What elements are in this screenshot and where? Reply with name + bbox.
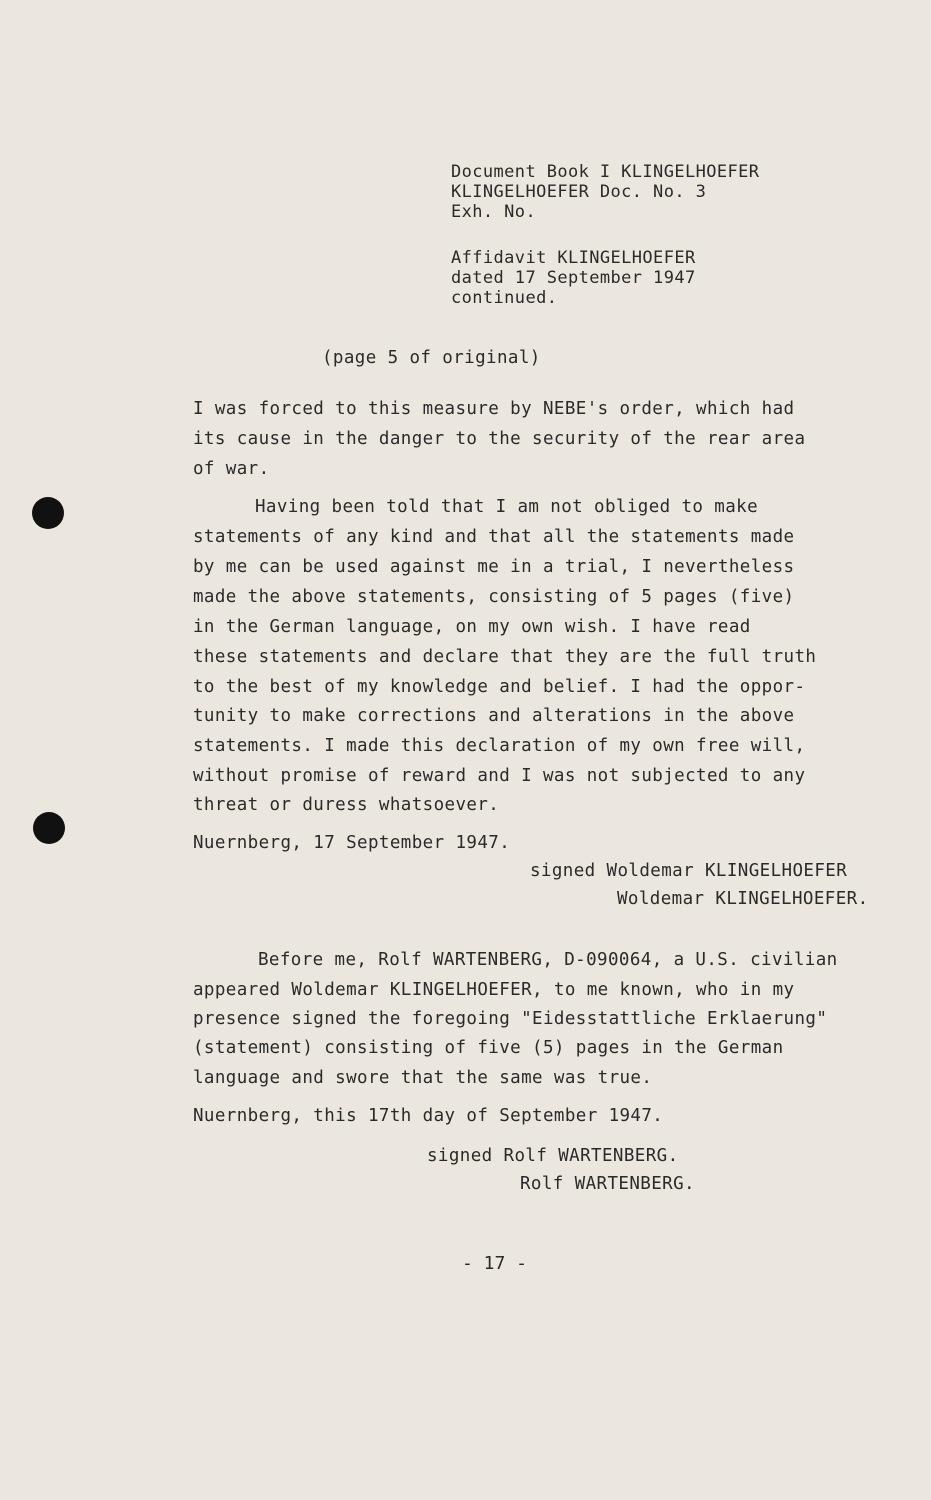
- place-date: Nuernberg, this 17th day of September 1947.: [193, 1106, 664, 1126]
- signed-line: signed Woldemar KLINGELHOEFER: [530, 861, 848, 881]
- paragraph-line: Before me, Rolf WARTENBERG, D-090064, a U.S. civilian: [258, 950, 838, 970]
- signer-name: Woldemar KLINGELHOEFER.: [617, 889, 869, 909]
- doc-number-line: KLINGELHOEFER Doc. No. 3: [451, 182, 707, 202]
- paragraph-line: made the above statements, consisting of 5 pages (five): [193, 587, 795, 607]
- paragraph-line: to the best of my knowledge and belief. I had the oppor-: [193, 677, 806, 697]
- paragraph-line: by me can be used against me in a trial, I nevertheless: [193, 557, 795, 577]
- paragraph-line: Having been told that I am not obliged to make: [255, 497, 759, 517]
- punch-hole: [33, 812, 65, 844]
- signer-name: Rolf WARTENBERG.: [520, 1174, 695, 1194]
- page-note: (page 5 of original): [322, 348, 541, 368]
- affidavit-line: Affidavit KLINGELHOEFER: [451, 248, 696, 268]
- continued-line: continued.: [451, 288, 558, 308]
- paragraph-line: presence signed the foregoing "Eidesstattliche Erklaerung": [193, 1009, 828, 1029]
- paragraph-line: in the German language, on my own wish. I have read: [193, 617, 751, 637]
- signed-line: signed Rolf WARTENBERG.: [427, 1146, 679, 1166]
- place-date: Nuernberg, 17 September 1947.: [193, 833, 511, 853]
- paragraph-line: without promise of reward and I was not subjected to any: [193, 766, 806, 786]
- page-number: - 17 -: [462, 1253, 528, 1274]
- paragraph-line: (statement) consisting of five (5) pages in the German: [193, 1038, 784, 1058]
- dated-line: dated 17 September 1947: [451, 268, 696, 288]
- paragraph-line: these statements and declare that they are the full truth: [193, 647, 817, 667]
- doc-book-line: Document Book I KLINGELHOEFER: [451, 162, 760, 182]
- paragraph-line: tunity to make corrections and alterations in the above: [193, 706, 795, 726]
- exhibit-line: Exh. No.: [451, 202, 537, 222]
- paragraph-line: statements of any kind and that all the statements made: [193, 527, 795, 547]
- paragraph-line: its cause in the danger to the security of the rear area: [193, 429, 806, 449]
- paragraph-line: of war.: [193, 459, 270, 479]
- paragraph-line: threat or duress whatsoever.: [193, 795, 500, 815]
- punch-hole: [32, 497, 64, 529]
- paragraph-line: appeared Woldemar KLINGELHOEFER, to me known, who in my: [193, 980, 795, 1000]
- paragraph-line: language and swore that the same was true.: [193, 1068, 653, 1088]
- paragraph-line: statements. I made this declaration of my own free will,: [193, 736, 806, 756]
- paragraph-line: I was forced to this measure by NEBE's order, which had: [193, 399, 795, 419]
